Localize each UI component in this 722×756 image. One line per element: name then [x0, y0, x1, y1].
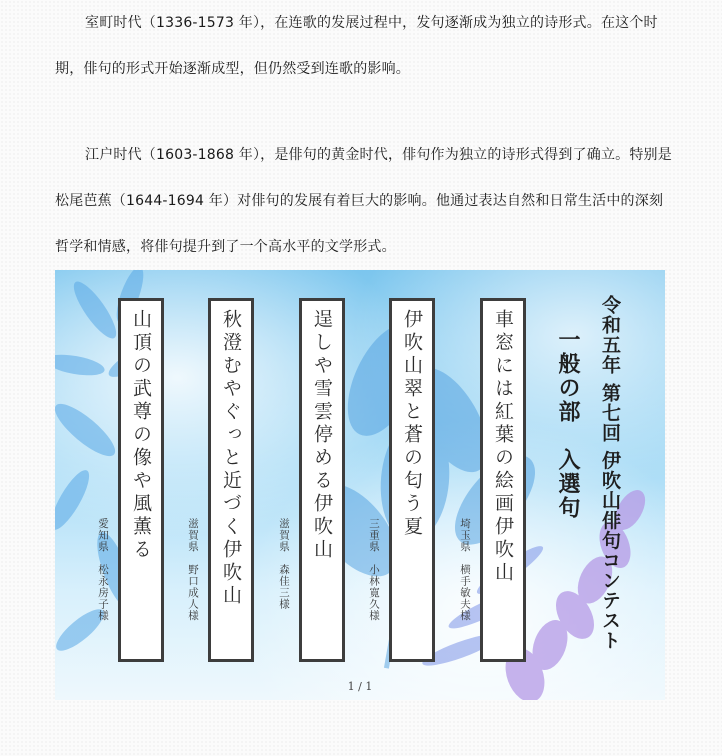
paragraph-edo: 江户时代（1603-1868 年），是俳句的黄金时代，俳句作为独立的诗形式得到了确立。特别是松尾芭蕉（1644-1694 年）对俳句的发展有着巨大的影响。他通过表达自然和日常生活中的深刻哲学和情感，将俳句提升到了一个高水平的文学形式。: [55, 147, 672, 255]
haiku-text: 車窓には紅葉の絵画伊吹山: [492, 309, 514, 585]
haiku-text: 秋澄むやぐっと近づく伊吹山: [220, 309, 242, 608]
haiku-author: 埼玉県 横手敏夫様: [459, 518, 471, 622]
haiku-card-1: [480, 298, 526, 662]
haiku-author: 滋賀県 野口成人様: [187, 518, 199, 622]
poster-title: 令和五年 第七回 伊吹山俳句コンテスト: [599, 295, 621, 651]
page-indicator: 1 / 1: [347, 680, 373, 693]
haiku-text: 山頂の武尊の像や風薫る: [130, 309, 152, 562]
paragraph-muromachi: 室町时代（1336-1573 年），在连歌的发展过程中，发句逐渐成为独立的诗形式。在这个时期，俳句的形式开始逐渐成型，但仍然受到连歌的影响。: [55, 15, 658, 77]
haiku-card-4: [208, 298, 254, 662]
haiku-card-3: [299, 298, 345, 662]
haiku-text: 逞しや雪雲停める伊吹山: [311, 309, 333, 562]
haiku-author: 三重県 小林寛久様: [368, 518, 380, 622]
haiku-author: 愛知県 松永房子様: [97, 518, 109, 622]
haiku-text: 伊吹山翠と蒼の匂う夏: [401, 309, 423, 539]
haiku-contest-poster: [55, 270, 665, 700]
haiku-author: 滋賀県 森佳三様: [278, 518, 290, 610]
poster-subtitle: 一般の部 入選句: [555, 328, 581, 520]
haiku-card-5: [118, 298, 164, 662]
haiku-card-2: [389, 298, 435, 662]
